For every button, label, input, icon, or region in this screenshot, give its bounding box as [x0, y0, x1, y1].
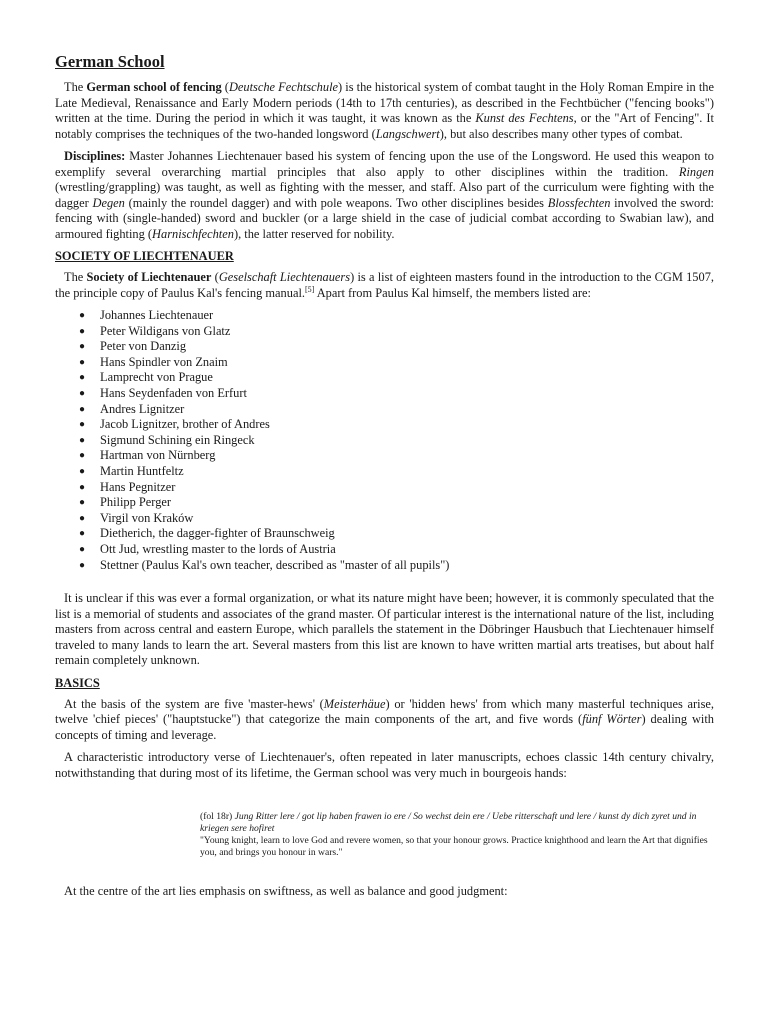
text: The [64, 270, 87, 284]
italic-term: Deutsche Fechtschule [228, 80, 339, 94]
list-item [79, 402, 714, 418]
list-item [79, 558, 714, 574]
member-name: Andres Lignitzer [100, 401, 185, 416]
bold-term: Disciplines: [64, 149, 126, 163]
list-item [79, 448, 714, 464]
member-name: Virgil von Kraków [100, 510, 194, 525]
member-name: Dietherich, the dagger-fighter of Braunschweig [100, 526, 335, 541]
bullet-icon: ● [79, 481, 86, 493]
text: The [64, 80, 87, 94]
member-name: Peter Wildigans von Glatz [100, 323, 231, 338]
list-item [79, 324, 714, 340]
member-name: Johannes Liechtenauer [100, 308, 214, 322]
italic-term: Kunst des Fechtens [475, 111, 574, 125]
text: (wrestling/grappling) was taught, as well as fighting with the messer, and staff. Also part of the curriculum were fighting with the dagger [55, 180, 714, 210]
folio-reference: (fol 18r) [200, 811, 235, 823]
basics-paragraph [55, 697, 714, 744]
list-item [79, 526, 714, 542]
text: (mainly the roundel dagger) and with pole weapons. Two other disciplines besides [124, 195, 548, 210]
italic-term: Meisterhäue [323, 696, 386, 711]
bullet-icon: ● [79, 559, 86, 571]
text: ), the latter reserved for nobility. [233, 226, 395, 241]
text: ) is the historical system of combat taught in the Holy Roman Empire in the Late Medieval, Renaissance and Early Modern periods (14th to 17th centuries), as described in the Fechtbücher ("fencing books") written at the time. During the period in which it was taught, it was known as the [55, 80, 714, 125]
italic-term: fünf Wörter [582, 712, 642, 727]
unclear-paragraph: It is unclear if this was ever a formal organization, or what its nature might have been; however, it is commonly speculated that the list is a memorial of students and associates of the grand master. Of particular interest is the international nature of the list, including masters from across central and eastern Europe, which parallels the statement in the Döbringer Hausbuch that Liechtenauer himself traveled to many lands to learn the art. Several masters from this list are known to have written martial arts treatises, but about half remain completely unknown. [55, 591, 714, 668]
page-title: German School [55, 52, 165, 71]
bullet-icon: ● [79, 387, 86, 399]
italic-term: Harnischfechten [152, 226, 234, 241]
disciplines-paragraph [55, 149, 714, 242]
members-list [55, 308, 714, 573]
quote-translation: "Young knight, learn to love God and revere women, so that your honour grows. Practice knighthood and learn the Art that dignifies you, and brings you honour in wars." [200, 835, 708, 859]
text: ) or 'hidden hews' from which many masterful techniques arise, twelve 'chief pieces' ("hauptstucke") that categorize the main components of the art, and five words ( [55, 696, 714, 727]
italic-term: Langschwert [375, 126, 440, 141]
text: ) dealing with concepts of timing and leverage. [55, 712, 714, 742]
member-name: Hans Spindler von Znaim [100, 354, 228, 369]
member-name: Ott Jud, wrestling master to the lords of Austria [100, 541, 336, 556]
list-item [79, 308, 714, 324]
bullet-icon: ● [79, 325, 86, 337]
member-name: Hartman von Nürnberg [100, 448, 216, 463]
basics-heading: BASICS [55, 675, 100, 690]
list-item [79, 480, 714, 496]
bullet-icon: ● [79, 434, 86, 446]
bold-term: German school of fencing [86, 80, 222, 94]
text: Master Johannes Liechtenauer based his system of fencing upon the use of the Longsword. He used this weapon to exemplify several overarching martial principles that also apply to other disciplines within the tradition. [55, 149, 714, 179]
list-item [79, 464, 714, 480]
bullet-icon: ● [79, 403, 86, 415]
verse-intro-paragraph: A characteristic introductory verse of Liechtenauer's, often repeated in later manuscripts, echoes classic 14th century chivalry, notwithstanding that during most of its lifetime, the German school was very much in bourgeois hands: [55, 750, 714, 780]
text: ( [211, 270, 219, 284]
verse-quote [200, 811, 714, 859]
list-item [79, 495, 714, 511]
intro-paragraph [55, 80, 714, 142]
bullet-icon: ● [79, 341, 86, 353]
list-item [79, 433, 714, 449]
member-name: Lamprecht von Prague [100, 370, 213, 385]
list-item [79, 417, 714, 433]
member-name: Hans Pegnitzer [100, 479, 176, 494]
text: Apart from Paulus Kal himself, the members listed are: [314, 285, 591, 300]
list-item [79, 370, 714, 386]
list-item [79, 386, 714, 402]
member-name: Hans Seydenfaden von Erfurt [100, 385, 247, 400]
member-name: Sigmund Schining ein Ringeck [100, 432, 255, 447]
text: involved the sword: fencing with (single-handed) sword and buckler (or a large shield in the case of judicial combat according to Swabian law), and armoured fighting ( [55, 195, 714, 241]
bullet-icon: ● [79, 450, 86, 462]
text: ), but also describes many other types of combat. [439, 126, 683, 141]
society-paragraph [55, 270, 714, 301]
list-item [79, 542, 714, 558]
citation-link[interactable]: [5] [304, 284, 315, 294]
text: At the basis of the system are five 'master-hews' ( [64, 696, 324, 711]
italic-term: Degen [92, 195, 125, 210]
centre-paragraph: At the centre of the art lies emphasis on swiftness, as well as balance and good judgment: [64, 884, 508, 899]
bullet-icon: ● [79, 528, 86, 540]
bullet-icon: ● [79, 310, 86, 321]
list-item [79, 339, 714, 355]
bullet-icon: ● [79, 497, 86, 509]
member-name: Stettner (Paulus Kal's own teacher, described as "master of all pupils") [100, 557, 450, 572]
italic-term: Ringen [678, 164, 714, 179]
member-name: Peter von Danzig [100, 339, 187, 354]
bullet-icon: ● [79, 372, 86, 384]
list-item [79, 355, 714, 371]
list-item [79, 511, 714, 527]
bold-term: Society of Liechtenauer [86, 270, 212, 284]
bullet-icon: ● [79, 465, 86, 477]
quote-original [200, 811, 714, 835]
italic-term: Geselschaft Liechtenauers [218, 270, 351, 284]
bullet-icon: ● [79, 419, 86, 431]
member-name: Martin Huntfeltz [100, 463, 184, 478]
text: ( [221, 80, 229, 94]
bullet-icon: ● [79, 512, 86, 524]
member-name: Philipp Perger [100, 495, 172, 510]
italic-term: Blossfechten [547, 195, 611, 210]
member-name: Jacob Lignitzer, brother of Andres [100, 417, 270, 432]
quote-original-text: Jung Ritter lere / got lip haben frawen io ere / So wechst dein ere / Uebe ritterschaft und lere / kunst dy dich zyret und in kriegen sere hofiret [200, 811, 697, 835]
bullet-icon: ● [79, 356, 86, 368]
society-heading: SOCIETY OF LIECHTENAUER [55, 249, 234, 263]
text: , or the "Art of Fencing". It notably comprises the techniques of the two-handed longsword ( [55, 111, 714, 141]
bullet-icon: ● [79, 543, 86, 555]
text: ) is a list of eighteen masters found in the introduction to the CGM 1507, the principle copy of Paulus Kal's fencing manual. [55, 270, 714, 300]
